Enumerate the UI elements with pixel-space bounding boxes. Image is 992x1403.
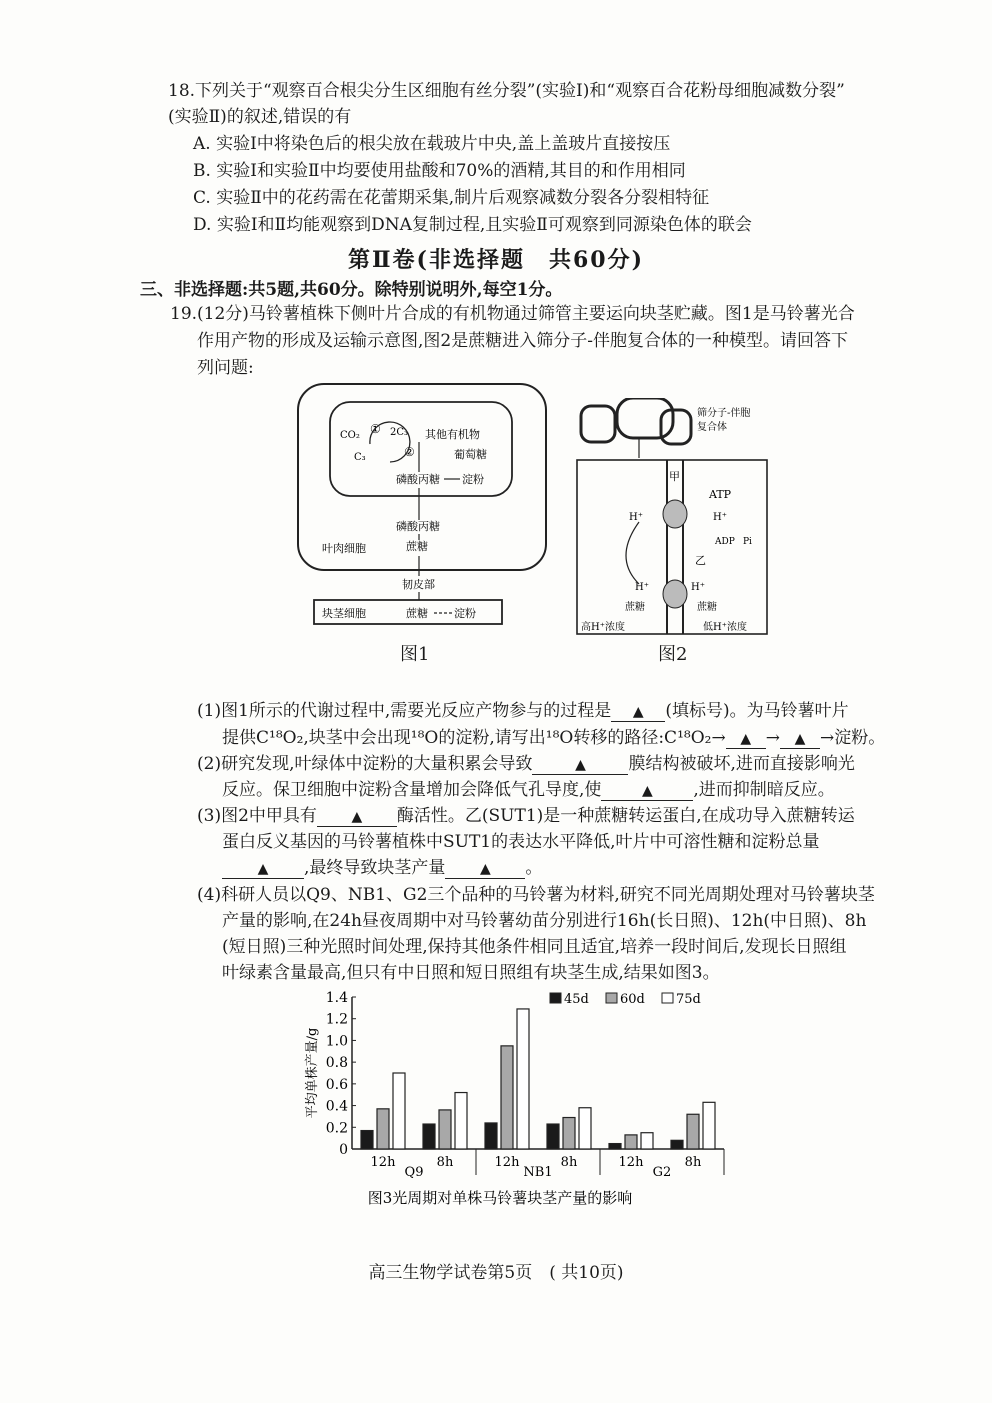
q19-part4-line1: (4)科研人员以Q9、NB1、G2三个品种的马铃薯为材料,研究不同光周期处理对马铃薯块茎: [197, 885, 875, 905]
cell-ring-left: [581, 406, 615, 442]
q19-part1-prefix: (1)图1所示的代谢过程中,需要光反应产物参与的过程是: [197, 701, 612, 721]
q19-part1-suffix: (填标号)。为马铃薯叶片: [665, 701, 849, 721]
bar-60d: [439, 1110, 451, 1149]
h-right-bottom-label: H⁺: [691, 582, 705, 593]
step-2-label: ②: [404, 445, 415, 459]
atp-label: ATP: [709, 488, 732, 501]
starch-label: 淀粉: [462, 473, 484, 486]
bar-60d: [625, 1135, 637, 1149]
protein-jia-label: 甲: [669, 470, 680, 483]
figure-2-diagram: [573, 398, 773, 636]
q19-part4-line4: 叶绿素含量最高,但只有中日照和短日照组有块茎生成,结果如图3。: [222, 963, 720, 983]
q19-part3-line1: [197, 805, 855, 827]
q19-part1-path-prefix: 提供C¹⁸O₂,块茎中会出现¹⁸O的淀粉,请写出¹⁸O转移的路径:C¹⁸O₂→: [222, 728, 726, 748]
bar-45d: [547, 1124, 559, 1149]
protein-jia-shape: [663, 500, 687, 528]
bar-45d: [423, 1124, 435, 1149]
phloem-label: 韧皮部: [402, 578, 435, 591]
figure-2-caption: 图2: [658, 644, 688, 665]
bar-60d: [687, 1114, 699, 1149]
bar-45d: [485, 1123, 497, 1149]
q19-part3-end: 。: [525, 858, 543, 878]
x-tick-label: 12h: [618, 1155, 644, 1170]
c3-label: C₃: [354, 452, 366, 463]
y-tick-label: 0.2: [325, 1120, 348, 1137]
q19-part2-line2-suffix: ,进而抑制暗反应。: [693, 780, 835, 800]
group-label: G2: [652, 1165, 672, 1180]
bar-75d: [703, 1102, 715, 1149]
chart-title: 图3光周期对单株马铃薯块茎产量的影响: [367, 1189, 633, 1207]
answer-blank[interactable]: ▲: [726, 730, 766, 749]
q18-stem-line1: 18.下列关于“观察百合根尖分生区细胞有丝分裂”(实验Ⅰ)和“观察百合花粉母细胞减数分裂”: [168, 81, 845, 101]
adp-label: ADP: [715, 537, 735, 547]
legend-swatch-45d: [550, 993, 561, 1003]
cell-ring-right: [661, 410, 691, 444]
bar-45d: [609, 1144, 621, 1149]
y-tick-label: 1.4: [325, 990, 348, 1006]
group-label: Q9: [404, 1165, 424, 1180]
h-left-bottom-label: H⁺: [635, 582, 649, 593]
answer-blank[interactable]: ▲: [532, 756, 628, 775]
bar-60d: [377, 1109, 389, 1149]
triose-phosphate-label: 磷酸丙糖: [396, 473, 440, 486]
q19-part1-path-suffix: →淀粉。: [819, 728, 886, 748]
answer-blank[interactable]: ▲: [601, 782, 693, 801]
y-tick-label: 0.4: [325, 1098, 348, 1115]
q18-option-a: A. 实验Ⅰ中将染色后的根尖放在载玻片中央,盖上盖玻片直接按压: [193, 134, 671, 154]
q19-part2-line2-prefix: 反应。保卫细胞中淀粉含量增加会降低气孔导度,使: [222, 780, 602, 800]
bar-75d: [455, 1093, 467, 1149]
x-tick-label: 8h: [684, 1155, 702, 1170]
complex-label-line2: 复合体: [697, 422, 727, 433]
q19-part3-prefix: (3)图2中甲具有: [197, 806, 317, 826]
low-h-label: 低H⁺浓度: [703, 622, 747, 633]
x-tick-label: 12h: [494, 1155, 520, 1170]
answer-blank[interactable]: ▲: [780, 730, 820, 749]
sucrose-label: 蔗糖: [406, 540, 428, 553]
y-axis-label: 平均单株产量/g: [305, 1027, 320, 1119]
y-tick-label: 0.6: [325, 1076, 348, 1093]
legend-swatch-75d: [662, 993, 673, 1003]
h-right-top-label: H⁺: [713, 512, 727, 523]
bar-60d: [563, 1118, 575, 1149]
q19-part2-prefix: (2)研究发现,叶绿体中淀粉的大量积累会导致: [197, 754, 533, 774]
high-h-label: 高H⁺浓度: [581, 622, 625, 633]
cytosol-triose-label: 磷酸丙糖: [396, 520, 440, 533]
sucrose-left-label: 蔗糖: [625, 602, 645, 613]
q18-option-c: C. 实验Ⅱ中的花药需在花蕾期采集,制片后观察减数分裂各分裂相特征: [193, 188, 710, 208]
cell-ring-middle: [617, 398, 673, 438]
q19-part1-line2: [222, 727, 885, 749]
q19-part3-suffix: 酶活性。乙(SUT1)是一种蔗糖转运蛋白,在成功导入蔗糖转运: [396, 806, 855, 826]
figure-1-diagram: [292, 380, 552, 630]
y-tick-label: 0: [339, 1142, 348, 1158]
part2-title: 第Ⅱ卷(非选择题 共60分): [348, 247, 644, 273]
q18-option-d: D. 实验Ⅰ和Ⅱ均能观察到DNA复制过程,且实验Ⅱ可观察到同源染色体的联会: [193, 215, 752, 235]
q19-part3-line3: [222, 857, 542, 879]
q19-path-arrow: →: [765, 728, 780, 748]
step-1-label: ①: [370, 422, 381, 436]
figure-3-bar-chart: [300, 985, 740, 1215]
mesophyll-label: 叶肉细胞: [322, 542, 366, 555]
bar-75d: [579, 1108, 591, 1149]
y-tick-label: 0.8: [325, 1055, 348, 1072]
answer-blank[interactable]: ▲: [611, 703, 665, 722]
q19-part4-line3: (短日照)三种光照时间处理,保持其他条件相同且适宜,培养一段时间后,发现长日照组: [222, 937, 847, 957]
q19-part3-line2: 蛋白反义基因的马铃薯植株中SUT1的表达水平降低,叶片中可溶性糖和淀粉总量: [222, 832, 820, 852]
protein-yi-label: 乙: [695, 554, 706, 567]
x-tick-label: 8h: [436, 1155, 454, 1170]
bar-75d: [517, 1009, 529, 1149]
figure-1-caption: 图1: [400, 644, 430, 665]
bar-75d: [393, 1073, 405, 1149]
c5-label: 2C₃: [390, 427, 409, 438]
x-tick-label: 12h: [370, 1155, 396, 1170]
y-tick-label: 1.2: [325, 1011, 348, 1028]
co2-label: CO₂: [340, 430, 360, 441]
q19-part4-line2: 产量的影响,在24h昼夜周期中对马铃薯幼苗分别进行16h(长日照)、12h(中日照)、8h: [222, 911, 867, 931]
pi-label: Pi: [743, 537, 752, 547]
bar-45d: [671, 1140, 683, 1149]
page-footer: 高三生物学试卷第5页 ( 共10页): [368, 1263, 624, 1283]
y-tick-label: 1.0: [325, 1033, 348, 1050]
answer-blank[interactable]: ▲: [317, 808, 397, 827]
glucose-label: 葡萄糖: [454, 448, 487, 461]
answer-blank[interactable]: ▲: [445, 860, 525, 879]
legend-label-45d: 45d: [564, 992, 589, 1007]
tuber-cell-label: 块茎细胞: [322, 607, 366, 620]
bar-45d: [361, 1131, 373, 1149]
section3-heading: 三、非选择题:共5题,共60分。除特别说明外,每空1分。: [140, 280, 563, 300]
q19-part2-line2: [222, 779, 835, 801]
x-tick-label: 8h: [560, 1155, 578, 1170]
group-label: NB1: [523, 1165, 553, 1180]
q19-intro-line3: 列问题:: [197, 358, 254, 378]
q19-intro-line1: 19.(12分)马铃薯植株下侧叶片合成的有机物通过筛管主要运向块茎贮藏。图1是马铃薯光合: [170, 304, 855, 324]
q19-part3-mid: ,最终导致块茎产量: [304, 858, 446, 878]
answer-blank[interactable]: ▲: [222, 860, 304, 879]
h-left-top-label: H⁺: [629, 512, 643, 523]
protein-yi-shape: [663, 580, 687, 608]
legend-swatch-60d: [606, 993, 617, 1003]
legend-label-60d: 60d: [620, 992, 645, 1007]
q19-part2-line1: [197, 753, 855, 775]
q19-part2-suffix: 膜结构被破坏,进而直接影响光: [628, 754, 855, 774]
sucrose-right-label: 蔗糖: [697, 602, 717, 613]
tuber-sucrose-label: 蔗糖: [406, 607, 428, 620]
other-organics-label: 其他有机物: [425, 428, 480, 441]
q18-option-b: B. 实验Ⅰ和实验Ⅱ中均要使用盐酸和70%的酒精,其目的和作用相同: [193, 161, 686, 181]
legend-label-75d: 75d: [676, 992, 701, 1007]
bar-75d: [641, 1133, 653, 1149]
q18-stem-line2: (实验Ⅱ)的叙述,错误的有: [168, 107, 352, 127]
q19-part1-line1: [197, 700, 849, 722]
complex-label-line1: 筛分子-伴胞: [697, 408, 751, 419]
bar-60d: [501, 1046, 513, 1149]
h-recycle-arrow: [626, 522, 639, 584]
q19-intro-line2: 作用产物的形成及运输示意图,图2是蔗糖进入筛分子-伴胞复合体的一种模型。请回答下: [197, 331, 848, 351]
tuber-starch-label: 淀粉: [454, 607, 476, 620]
